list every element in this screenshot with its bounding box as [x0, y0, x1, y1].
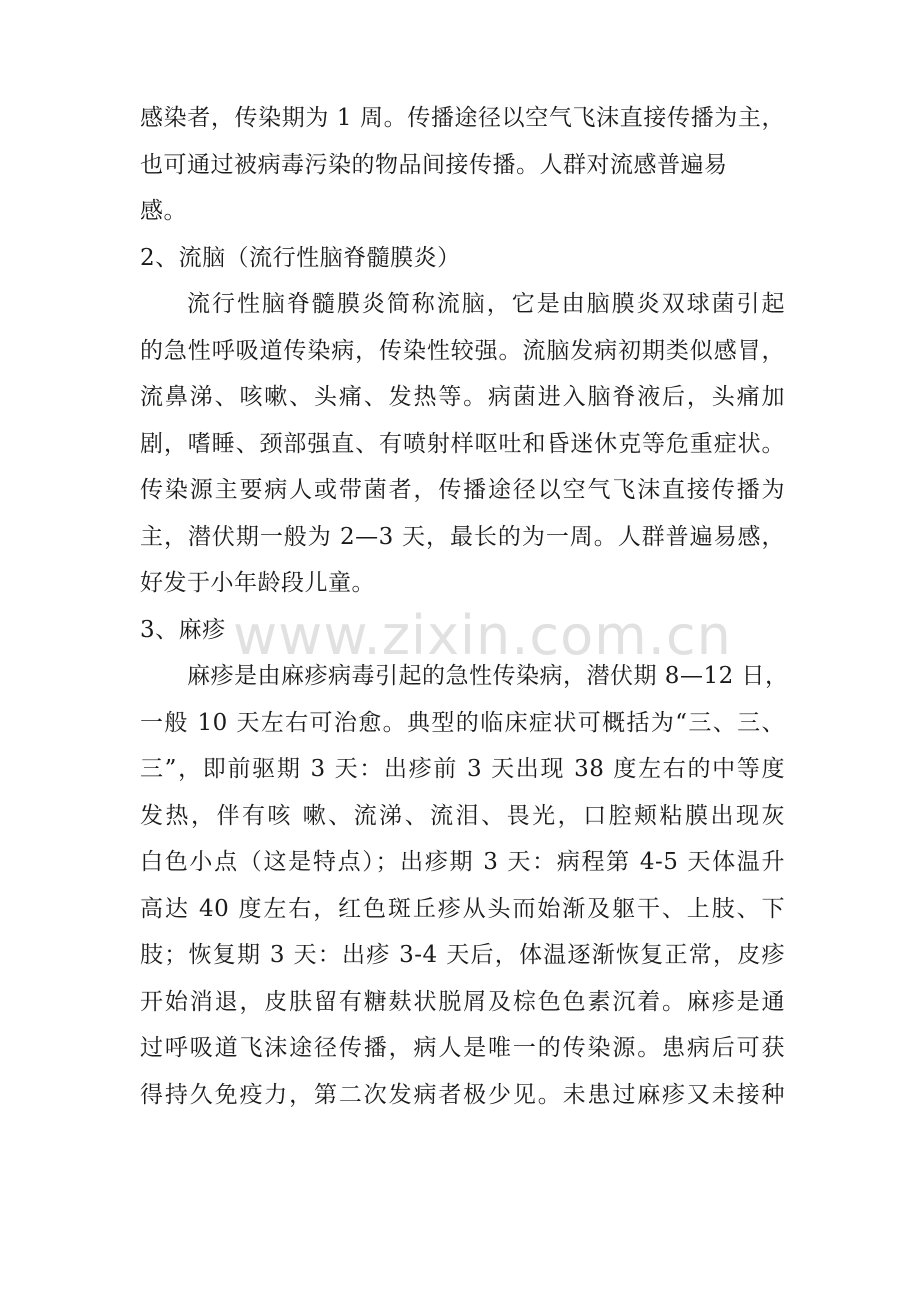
text-line: 高达 40 度左右，红色斑丘疹从头而始渐及躯干、上肢、下 [140, 895, 785, 922]
text-line: 感染者，传染期为 1 周。传播途径以空气飞沫直接传播为主， [140, 105, 785, 131]
watermark-text: www.zixin.com.cn [233, 604, 732, 667]
text-line: 肢；恢复期 3 天：出疹 3-4 天后，体温逐渐恢复正常，皮疹 [140, 942, 785, 968]
text-line: 的急性呼吸道传染病，传染性较强。流脑发病初期类似感冒， [140, 337, 785, 364]
text-line: 三”，即前驱期 3 天：出疹前 3 天出现 38 度左右的中等度 [140, 756, 785, 782]
text-line: 剧，嗜睡、颈部强直、有喷射样呕吐和昏迷休克等危重症状。 [140, 430, 785, 457]
text-line: 麻疹是由麻疹病毒引起的急性传染病，潜伏期 8—12 日， [187, 663, 789, 689]
text-line: 流行性脑脊髓膜炎简称流脑，它是由脑膜炎双球菌引起 [187, 291, 785, 317]
text-line: 开始消退，皮肤留有糖麸状脱屑及棕色色素沉着。麻疹是通 [140, 988, 785, 1015]
text-line: 发热，伴有咳 嗽、流涕、流泪、畏光，口腔颊粘膜出现灰 [140, 802, 785, 829]
text-line: 传染源主要病人或带菌者，传播途径以空气飞沫直接传播为 [140, 477, 785, 503]
text-line: 流鼻涕、咳嗽、头痛、发热等。病菌进入脑脊液后，头痛加 [140, 384, 785, 410]
text-line: 得持久免疫力，第二次发病者极少见。未患过麻疹又未接种 [140, 1081, 785, 1108]
text-line: 白色小点（这是特点）；出疹期 3 天：病程第 4-5 天体温升 [140, 849, 785, 875]
text-line: 一般 10 天左右可治愈。典型的临床症状可概括为“三、三、 [140, 709, 785, 736]
text-line: 好发于小年龄段儿童。 [140, 570, 375, 596]
text-line: 也可通过被病毒污染的物品间接传播。人群对流感普遍易 [140, 151, 728, 178]
text-line: 2、流脑（流行性脑脊髓膜炎） [140, 244, 461, 271]
text-line: 过呼吸道飞沫途径传播，病人是唯一的传染源。患病后可获 [140, 1035, 785, 1061]
document-body [140, 95, 789, 1118]
text-line: 感。 [140, 198, 187, 224]
text-line: 3、麻疹 [140, 616, 226, 643]
text-line: 主，潜伏期一般为 2—3 天，最长的为一周。人群普遍易感， [140, 523, 785, 550]
